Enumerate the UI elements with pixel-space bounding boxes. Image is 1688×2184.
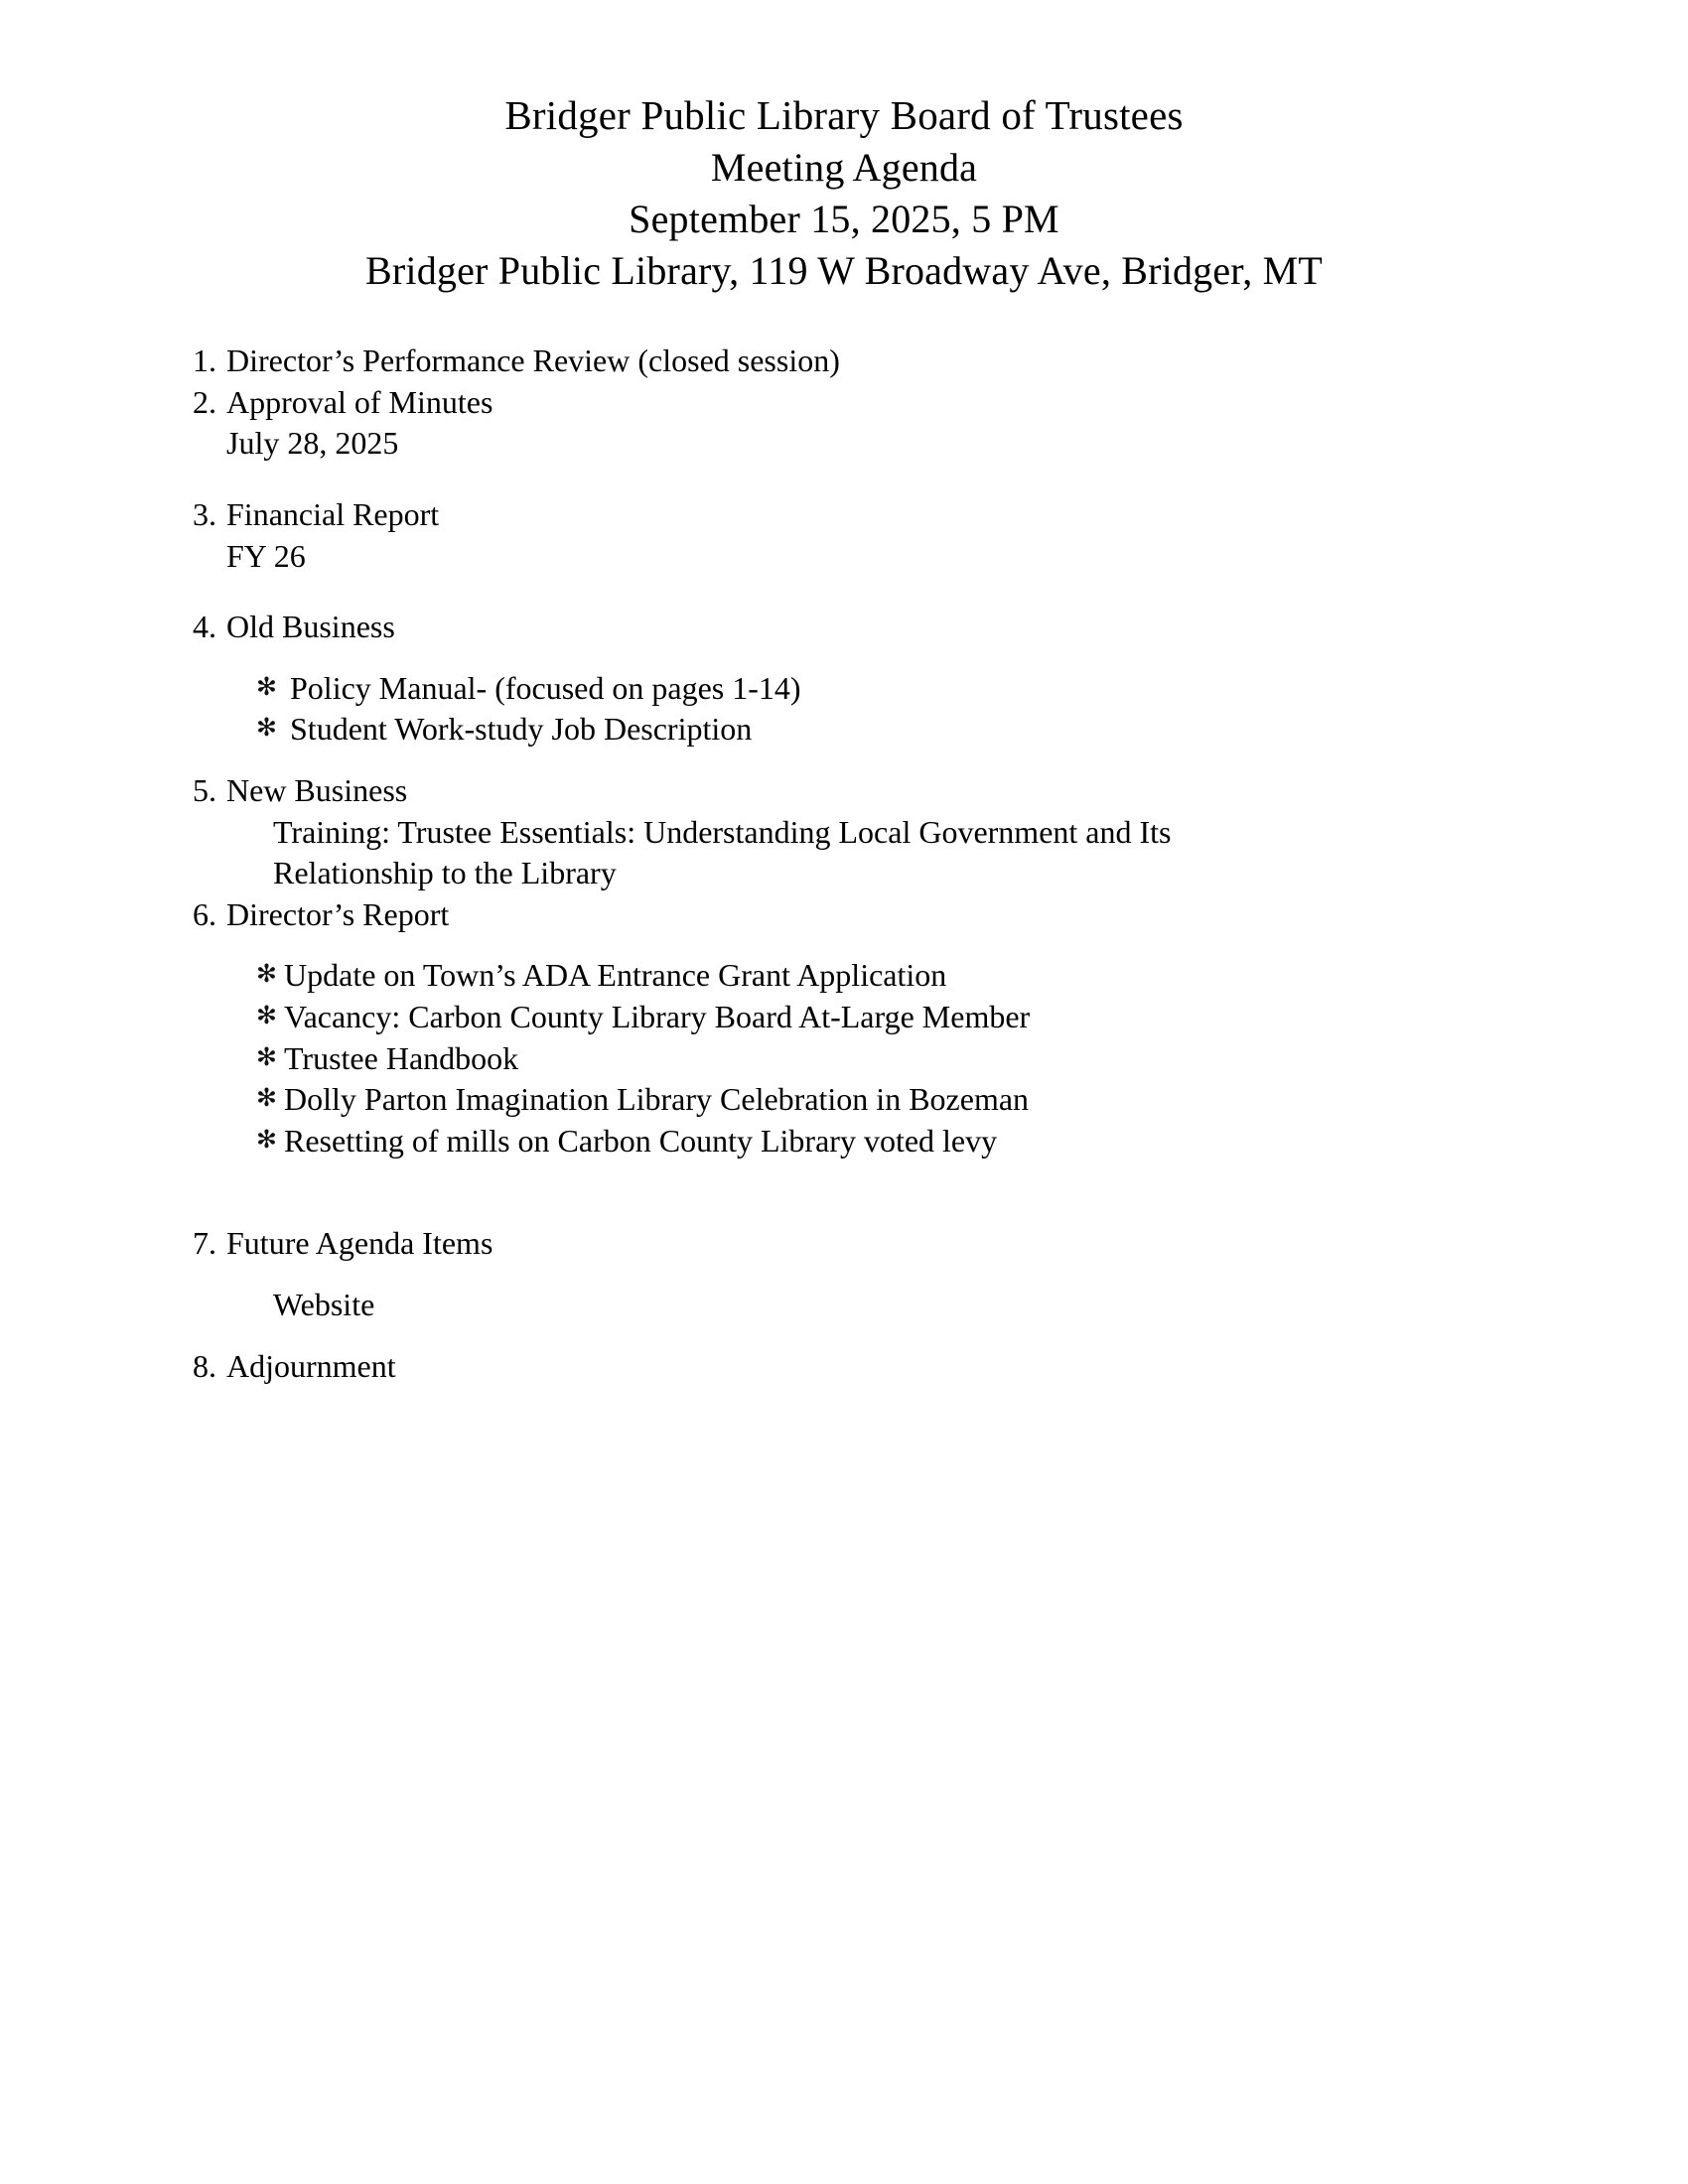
new-business-text-line-2: Relationship to the Library [273, 855, 617, 891]
agenda-item-5 [193, 770, 1539, 812]
agenda-item-1 [193, 341, 1539, 382]
header-line-organization: Bridger Public Library Board of Trustees [504, 92, 1184, 138]
spacer [149, 1265, 1539, 1285]
agenda-item-8-label: Adjournment [226, 1347, 396, 1384]
spacer [149, 1326, 1539, 1346]
header-line-datetime: September 15, 2025, 5 PM [629, 197, 1059, 242]
directors-report-bullet-5: Resetting of mills on Carbon County Library voted levy [284, 1122, 998, 1159]
agenda-item-7-label: Future Agenda Items [226, 1225, 493, 1262]
flower-bullet-icon: ✻ [256, 1001, 277, 1030]
agenda-item-3-subtext: FY 26 [226, 537, 306, 574]
header-line-meeting-type: Meeting Agenda [710, 145, 978, 191]
agenda-item-2 [193, 382, 1539, 424]
spacer [149, 465, 1539, 494]
agenda-item-3-label: Financial Report [226, 496, 440, 533]
agenda-item-1-number: 1. [193, 342, 216, 379]
header-line-location: Bridger Public Library, 119 W Broadway Ave, Bridger, MT [364, 248, 1324, 294]
spacer [149, 935, 1539, 955]
directors-report-bullet-3: Trustee Handbook [284, 1039, 519, 1076]
agenda-item-8-number: 8. [193, 1347, 216, 1384]
agenda-item-7 [193, 1223, 1539, 1265]
spacer [149, 751, 1539, 770]
agenda-item-1-label: Director’s Performance Review (closed session) [226, 342, 840, 379]
agenda-item-4-number: 4. [193, 609, 216, 645]
flower-bullet-icon: ✻ [256, 713, 277, 743]
agenda-item-7-subtext: Website [273, 1286, 375, 1322]
directors-report-bullet-2: Vacancy: Carbon County Library Board At-Large Member [284, 999, 1031, 1035]
agenda-item-2-subtext: July 28, 2025 [226, 425, 399, 462]
new-business-text-line-1: Training: Trustee Essentials: Understanding Local Government and Its [273, 813, 1172, 850]
list-item [256, 955, 1539, 997]
list-item [256, 1079, 1539, 1121]
list-item [256, 1038, 1539, 1080]
list-item [256, 668, 1539, 710]
agenda-item-3-number: 3. [193, 496, 216, 533]
agenda-item-6-label: Director’s Report [226, 895, 450, 932]
agenda-list [149, 341, 1539, 1387]
document-header [149, 89, 1539, 297]
agenda-item-3 [193, 494, 1539, 536]
agenda-item-6 [193, 894, 1539, 936]
agenda-item-2-number: 2. [193, 383, 216, 420]
agenda-item-4-label: Old Business [226, 609, 395, 645]
agenda-item-2-label: Approval of Minutes [226, 383, 493, 420]
agenda-item-4 [193, 607, 1539, 648]
flower-bullet-icon: ✻ [256, 959, 277, 989]
list-item [256, 997, 1539, 1038]
flower-bullet-icon: ✻ [256, 671, 277, 701]
old-business-bullet-2: Student Work-study Job Description [290, 711, 753, 748]
flower-bullet-icon: ✻ [256, 1041, 277, 1071]
spacer [149, 577, 1539, 607]
flower-bullet-icon: ✻ [256, 1124, 277, 1154]
agenda-item-5-label: New Business [226, 772, 408, 809]
spacer [149, 1161, 1539, 1223]
spacer [149, 648, 1539, 668]
directors-report-bullet-1: Update on Town’s ADA Entrance Grant Application [284, 957, 947, 994]
agenda-item-5-number: 5. [193, 772, 216, 809]
agenda-item-8 [193, 1346, 1539, 1388]
list-item [256, 1121, 1539, 1162]
agenda-item-7-number: 7. [193, 1225, 216, 1262]
directors-report-bullet-4: Dolly Parton Imagination Library Celebration in Bozeman [284, 1081, 1030, 1118]
agenda-item-6-number: 6. [193, 895, 216, 932]
list-item [256, 709, 1539, 751]
flower-bullet-icon: ✻ [256, 1083, 277, 1113]
old-business-bullet-1: Policy Manual- (focused on pages 1-14) [290, 669, 801, 706]
